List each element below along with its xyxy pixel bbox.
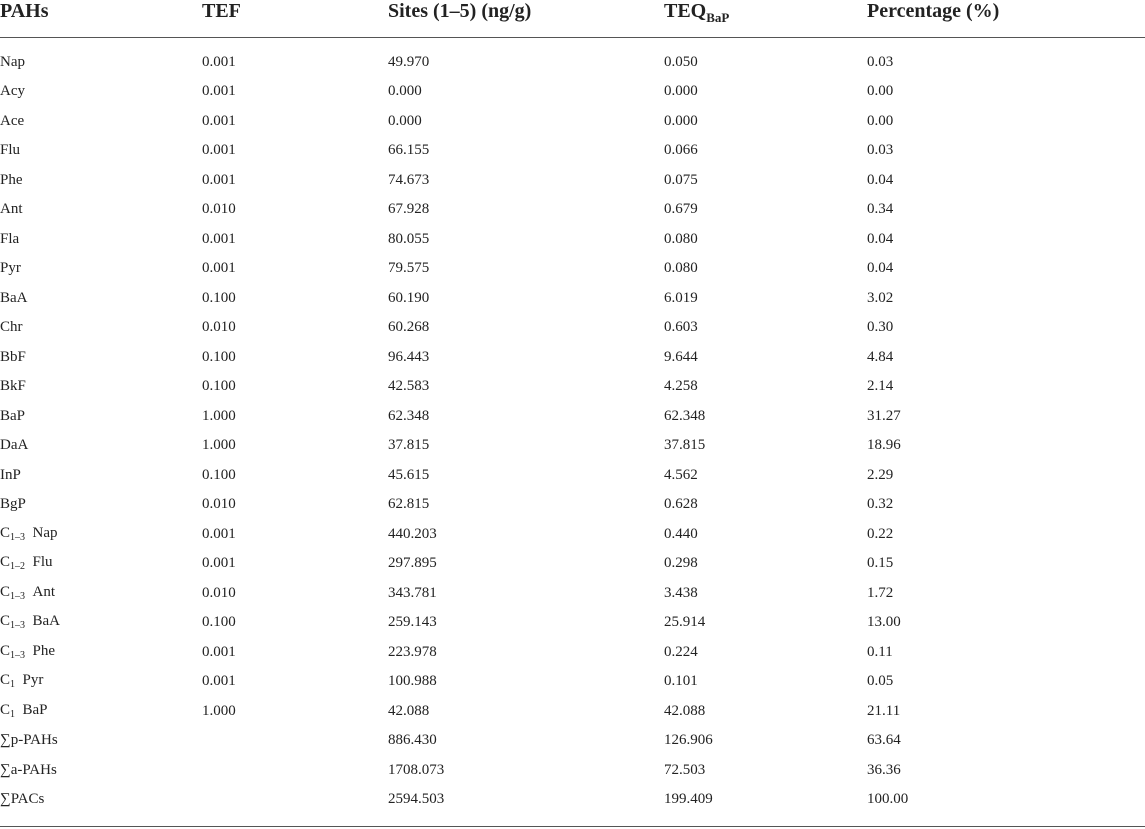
cell-sites: 66.155 <box>388 142 430 159</box>
cell-pah-name <box>0 667 202 697</box>
table-header <box>0 0 1145 38</box>
alkyl-parent-name: Ant <box>32 583 56 600</box>
cell-tef: 0.001 <box>202 83 236 100</box>
cell-tef: 0.100 <box>202 289 236 306</box>
alkyl-prefix: C <box>0 672 11 689</box>
table-row <box>0 401 1145 431</box>
alkyl-parent-name: Flu <box>32 554 53 571</box>
cell-percentage: 2.29 <box>867 466 894 483</box>
cell-teq: 4.562 <box>664 466 698 483</box>
cell-pah-name: DaA <box>0 437 29 454</box>
cell-percentage: 0.22 <box>867 525 894 542</box>
cell-tef: 0.010 <box>202 496 236 513</box>
table-row <box>0 460 1145 490</box>
table-row <box>0 342 1145 372</box>
alkyl-prefix: C <box>0 524 11 541</box>
cell-percentage: 0.05 <box>867 673 894 690</box>
cell-sites: 60.190 <box>388 289 430 306</box>
cell-sites: 45.615 <box>388 466 430 483</box>
table-row-alkyl <box>0 549 1145 579</box>
table-row-sum <box>0 785 1145 815</box>
cell-teq: 0.050 <box>664 53 698 70</box>
cell-sites: 440.203 <box>388 525 437 542</box>
alkyl-prefix: C <box>0 701 11 718</box>
cell-sites: 42.583 <box>388 378 430 395</box>
cell-teq: 0.224 <box>664 643 698 660</box>
cell-tef: 0.100 <box>202 378 236 395</box>
table-row <box>0 431 1145 461</box>
alkyl-subscript: 1–2 <box>10 561 26 573</box>
cell-teq: 0.000 <box>664 112 698 129</box>
cell-tef <box>202 755 388 785</box>
cell-percentage: 0.00 <box>867 112 894 129</box>
table-row <box>0 254 1145 284</box>
cell-tef: 0.001 <box>202 555 236 572</box>
cell-sites: 0.000 <box>388 112 422 129</box>
alkyl-parent-name: Pyr <box>22 672 44 689</box>
cell-percentage: 2.14 <box>867 378 894 395</box>
cell-percentage: 0.03 <box>867 53 894 70</box>
cell-pah-name: BaP <box>0 407 26 424</box>
table-row <box>0 490 1145 520</box>
cell-sum-name: ∑PACs <box>0 791 45 808</box>
cell-pah-name: BbF <box>0 348 26 365</box>
cell-teq: 42.088 <box>664 702 706 719</box>
alkyl-subscript: 1 <box>10 708 16 720</box>
table-row <box>0 313 1145 343</box>
cell-percentage: 3.02 <box>867 289 894 306</box>
cell-tef <box>202 726 388 756</box>
table-row-alkyl <box>0 519 1145 549</box>
cell-tef: 0.001 <box>202 142 236 159</box>
cell-teq: 0.075 <box>664 171 698 188</box>
cell-sites: 49.970 <box>388 53 430 70</box>
cell-pah-name: Pyr <box>0 260 21 277</box>
cell-tef: 0.010 <box>202 201 236 218</box>
header-teq-main: TEQ <box>664 0 707 22</box>
cell-tef: 0.100 <box>202 348 236 365</box>
alkyl-parent-name: Phe <box>32 642 56 659</box>
alkyl-subscript: 1–3 <box>10 531 26 543</box>
cell-sites: 42.088 <box>388 702 430 719</box>
cell-pah-name: Ace <box>0 112 25 129</box>
header-tef: TEF <box>202 0 388 38</box>
table-row-alkyl <box>0 667 1145 697</box>
cell-teq: 0.080 <box>664 230 698 247</box>
alkyl-subscript: 1–3 <box>10 649 26 661</box>
cell-teq: 25.914 <box>664 614 706 631</box>
alkyl-parent-name: BaA <box>32 613 61 630</box>
header-teq-subscript: BaP <box>706 10 730 25</box>
cell-sites: 62.815 <box>388 496 430 513</box>
cell-percentage: 0.00 <box>867 83 894 100</box>
alkyl-subscript: 1 <box>10 679 16 691</box>
cell-teq: 0.066 <box>664 142 698 159</box>
cell-teq: 0.080 <box>664 260 698 277</box>
cell-sites: 1708.073 <box>388 761 445 778</box>
cell-percentage: 13.00 <box>867 614 901 631</box>
header-percentage: Percentage (%) <box>867 0 1145 38</box>
table-row-alkyl <box>0 696 1145 726</box>
cell-percentage: 0.04 <box>867 230 894 247</box>
cell-tef: 0.001 <box>202 643 236 660</box>
cell-sites: 886.430 <box>388 732 437 749</box>
alkyl-parent-name: Nap <box>32 524 58 541</box>
cell-tef: 1.000 <box>202 702 236 719</box>
cell-sites: 0.000 <box>388 83 422 100</box>
cell-tef: 0.010 <box>202 584 236 601</box>
cell-teq: 0.603 <box>664 319 698 336</box>
cell-percentage: 0.32 <box>867 496 894 513</box>
cell-pah-name: Fla <box>0 230 20 247</box>
cell-teq: 0.628 <box>664 496 698 513</box>
cell-teq: 37.815 <box>664 437 706 454</box>
cell-tef: 0.001 <box>202 673 236 690</box>
cell-pah-name: BkF <box>0 378 26 395</box>
table-row <box>0 77 1145 107</box>
cell-tef: 1.000 <box>202 437 236 454</box>
cell-percentage: 4.84 <box>867 348 894 365</box>
cell-pah-name: Phe <box>0 171 23 188</box>
cell-pah-name: Acy <box>0 83 25 100</box>
cell-tef: 1.000 <box>202 407 236 424</box>
header-sites: Sites (1–5) (ng/g) <box>388 0 664 38</box>
cell-teq: 9.644 <box>664 348 698 365</box>
cell-percentage: 100.00 <box>867 791 909 808</box>
table-row-alkyl <box>0 578 1145 608</box>
cell-pah-name <box>0 578 202 608</box>
cell-sites: 62.348 <box>388 407 430 424</box>
cell-percentage: 1.72 <box>867 584 894 601</box>
cell-sites: 343.781 <box>388 584 437 601</box>
cell-percentage: 0.04 <box>867 260 894 277</box>
cell-percentage: 0.03 <box>867 142 894 159</box>
table-row <box>0 224 1145 254</box>
cell-sites: 79.575 <box>388 260 430 277</box>
cell-percentage: 21.11 <box>867 702 901 719</box>
alkyl-prefix: C <box>0 613 11 630</box>
cell-tef: 0.001 <box>202 112 236 129</box>
cell-teq: 72.503 <box>664 761 706 778</box>
header-pahs: PAHs <box>0 0 202 38</box>
table-row <box>0 106 1145 136</box>
cell-pah-name: Chr <box>0 319 23 336</box>
cell-pah-name <box>0 519 202 549</box>
cell-sites: 259.143 <box>388 614 437 631</box>
cell-pah-name: BgP <box>0 496 26 513</box>
table-row <box>0 283 1145 313</box>
cell-teq: 0.440 <box>664 525 698 542</box>
cell-sum-name: ∑a-PAHs <box>0 761 57 778</box>
cell-percentage: 0.11 <box>867 643 893 660</box>
table-row-alkyl <box>0 608 1145 638</box>
alkyl-prefix: C <box>0 642 11 659</box>
cell-teq: 62.348 <box>664 407 706 424</box>
cell-percentage: 36.36 <box>867 761 901 778</box>
cell-teq: 0.298 <box>664 555 698 572</box>
cell-pah-name <box>0 549 202 579</box>
cell-pah-name: BaA <box>0 289 28 306</box>
alkyl-parent-name: BaP <box>22 701 48 718</box>
cell-tef: 0.001 <box>202 171 236 188</box>
cell-sites: 67.928 <box>388 201 430 218</box>
header-teq <box>664 0 867 38</box>
cell-percentage: 31.27 <box>867 407 901 424</box>
cell-percentage: 0.34 <box>867 201 894 218</box>
cell-sum-name: ∑p-PAHs <box>0 732 58 749</box>
table-row <box>0 372 1145 402</box>
cell-pah-name: Ant <box>0 201 23 218</box>
cell-tef: 0.010 <box>202 319 236 336</box>
table-row <box>0 195 1145 225</box>
cell-percentage: 0.04 <box>867 171 894 188</box>
cell-tef: 0.100 <box>202 466 236 483</box>
cell-tef: 0.100 <box>202 614 236 631</box>
table-row-alkyl <box>0 637 1145 667</box>
cell-tef: 0.001 <box>202 230 236 247</box>
cell-teq: 6.019 <box>664 289 698 306</box>
table-row <box>0 165 1145 195</box>
header-row <box>0 0 1145 38</box>
cell-teq: 4.258 <box>664 378 698 395</box>
cell-sites: 223.978 <box>388 643 437 660</box>
cell-pah-name <box>0 696 202 726</box>
cell-tef: 0.001 <box>202 525 236 542</box>
cell-sites: 96.443 <box>388 348 430 365</box>
table-row-sum <box>0 726 1145 756</box>
cell-teq: 126.906 <box>664 732 713 749</box>
alkyl-prefix: C <box>0 583 11 600</box>
cell-tef <box>202 785 388 815</box>
alkyl-subscript: 1–3 <box>10 590 26 602</box>
cell-teq: 0.679 <box>664 201 698 218</box>
cell-percentage: 18.96 <box>867 437 901 454</box>
cell-sites: 60.268 <box>388 319 430 336</box>
cell-pah-name: InP <box>0 466 21 483</box>
cell-sites: 74.673 <box>388 171 430 188</box>
cell-pah-name: Flu <box>0 142 21 159</box>
table-row <box>0 38 1145 77</box>
cell-sites: 2594.503 <box>388 791 445 808</box>
cell-sites: 80.055 <box>388 230 430 247</box>
cell-teq: 0.101 <box>664 673 698 690</box>
cell-tef: 0.001 <box>202 260 236 277</box>
cell-teq: 0.000 <box>664 83 698 100</box>
cell-sites: 297.895 <box>388 555 437 572</box>
cell-teq: 199.409 <box>664 791 713 808</box>
table-body <box>0 38 1145 815</box>
cell-percentage: 0.15 <box>867 555 894 572</box>
cell-sites: 100.988 <box>388 673 437 690</box>
cell-pah-name <box>0 608 202 638</box>
cell-pah-name: Nap <box>0 53 25 70</box>
cell-sites: 37.815 <box>388 437 430 454</box>
cell-tef: 0.001 <box>202 53 236 70</box>
table-row <box>0 136 1145 166</box>
cell-percentage: 0.30 <box>867 319 894 336</box>
cell-pah-name <box>0 637 202 667</box>
alkyl-subscript: 1–3 <box>10 620 26 632</box>
table-bottom-rule <box>0 826 1145 827</box>
table-row-sum <box>0 755 1145 785</box>
cell-teq: 3.438 <box>664 584 698 601</box>
alkyl-prefix: C <box>0 554 11 571</box>
cell-percentage: 63.64 <box>867 732 901 749</box>
